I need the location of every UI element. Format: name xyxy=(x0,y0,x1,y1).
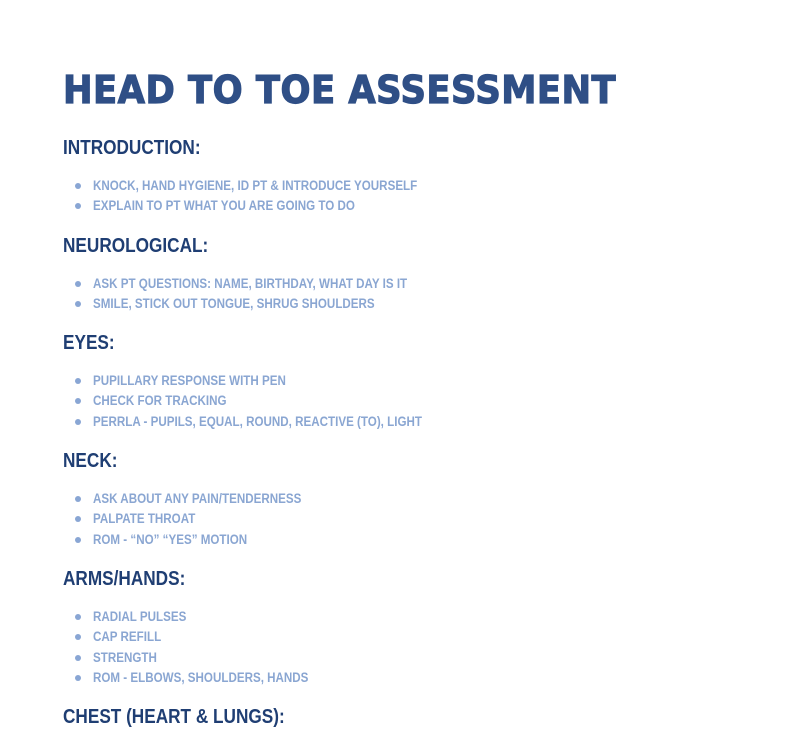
section-heading: NECK: xyxy=(63,450,118,473)
list-item-text: STRENGTH xyxy=(93,649,157,665)
list-item xyxy=(63,607,763,627)
list-item-text: KNOCK, HAND HYGIENE, ID PT & INTRODUCE YOURSELF xyxy=(93,178,418,193)
bullet-icon xyxy=(75,537,81,543)
list-item-text: EXPLAIN TO PT WHAT YOU ARE GOING TO DO xyxy=(93,198,355,214)
bullet-icon xyxy=(75,516,81,522)
list-item xyxy=(63,196,763,216)
section-neck xyxy=(63,449,763,550)
section-heading: CHEST (HEART & LUNGS): xyxy=(63,706,285,729)
bullet-icon xyxy=(75,281,81,287)
section-introduction xyxy=(63,136,763,217)
bullet-list xyxy=(63,274,763,315)
bullet-list xyxy=(63,176,763,217)
list-item-text: RADIAL PULSES xyxy=(93,608,187,624)
bullet-icon xyxy=(75,203,81,209)
list-item-text: ASK ABOUT ANY PAIN/TENDERNESS xyxy=(93,491,302,507)
list-item xyxy=(63,391,763,411)
list-item-text: PALPATE THROAT xyxy=(93,511,196,527)
section-heading: INTRODUCTION: xyxy=(63,137,201,159)
bullet-icon xyxy=(75,301,81,307)
list-item-text: ASK PT QUESTIONS: NAME, BIRTHDAY, WHAT DAY IS IT xyxy=(93,275,408,291)
list-item xyxy=(63,412,763,432)
list-item-text: SMILE, STICK OUT TONGUE, SHRUG SHOULDERS xyxy=(93,295,375,311)
bullet-icon xyxy=(75,675,81,681)
bullet-icon xyxy=(75,634,81,640)
bullet-list xyxy=(63,607,763,688)
section-neurological xyxy=(63,234,763,315)
list-item xyxy=(63,176,763,196)
document-title: HEAD TO TOE ASSESSMENT xyxy=(63,68,617,112)
list-item-text: ROM - “NO” “YES” MOTION xyxy=(93,531,248,547)
list-item xyxy=(63,489,763,509)
document-page xyxy=(63,64,763,729)
list-item xyxy=(63,274,763,294)
list-item-text: PUPILLARY RESPONSE WITH PEN xyxy=(93,373,286,389)
list-item-text: CAP REFILL xyxy=(93,629,162,645)
section-heading: NEUROLOGICAL: xyxy=(63,234,209,257)
section-chest xyxy=(63,705,763,729)
bullet-icon xyxy=(75,496,81,502)
section-heading: EYES: xyxy=(63,332,115,355)
list-item-text: PERRLA - PUPILS, EQUAL, ROUND, REACTIVE (TO), LIGHT xyxy=(93,413,422,429)
bullet-icon xyxy=(75,398,81,404)
list-item xyxy=(63,627,763,647)
section-eyes xyxy=(63,331,763,432)
bullet-icon xyxy=(75,655,81,661)
list-item xyxy=(63,668,763,688)
bullet-icon xyxy=(75,614,81,620)
section-arms-hands xyxy=(63,567,763,688)
bullet-list xyxy=(63,371,763,432)
list-item xyxy=(63,294,763,314)
list-item-text: ROM - ELBOWS, SHOULDERS, HANDS xyxy=(93,669,309,685)
bullet-list xyxy=(63,489,763,550)
list-item xyxy=(63,530,763,550)
list-item xyxy=(63,371,763,391)
bullet-icon xyxy=(75,378,81,384)
list-item-text: CHECK FOR TRACKING xyxy=(93,393,227,409)
bullet-icon xyxy=(75,419,81,425)
list-item xyxy=(63,648,763,668)
bullet-icon xyxy=(75,183,81,189)
section-heading: ARMS/HANDS: xyxy=(63,567,186,590)
list-item xyxy=(63,509,763,529)
